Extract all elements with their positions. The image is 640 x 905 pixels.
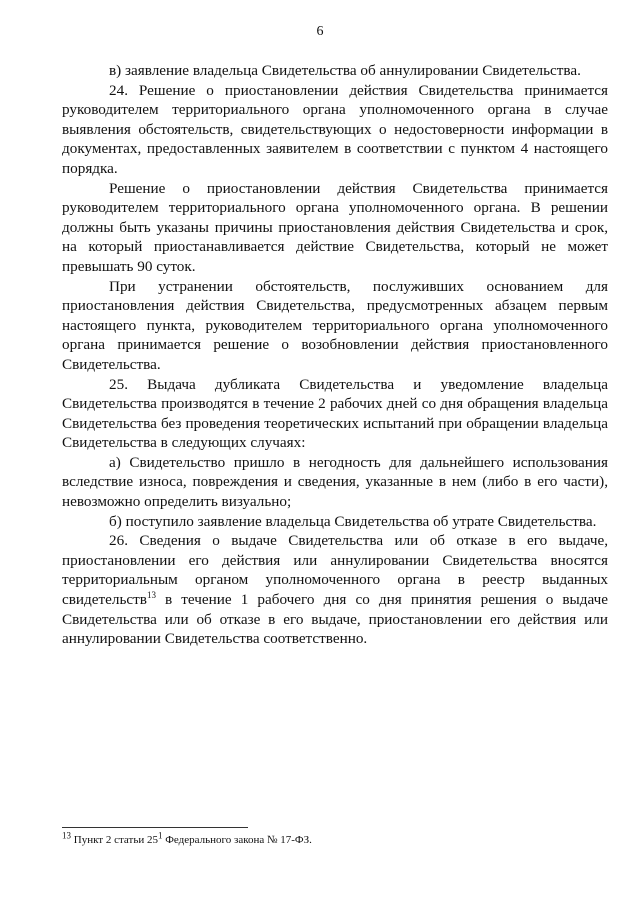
paragraph-25-b: б) поступило заявление владельца Свидетельства об утрате Свидетельства. (109, 512, 597, 530)
footnote-separator (62, 827, 248, 828)
paragraph-25-a: а) Свидетельство пришло в негодность для дальнейшего использования вследствие износа, повреждения и сведения, указанные в нем (либо в его части), невозможно определить визуально; (62, 453, 608, 511)
footnote-reference[interactable]: 13 (146, 589, 156, 600)
paragraph-26-text-end: в течение 1 рабочего дня со дня принятия решения о выдаче Свидетельства или об отказе в его выдаче, приостановлении его действия или аннулировании Свидетельства соответственно. (62, 591, 608, 648)
paragraph-26-text-start: 26. Сведения о выдаче Свидетельства или об отказе в его выдаче, приостановлении его действия или аннулировании Свидетельства вносятся территориальным органом уполномоченного органа в реестр выданных свидетельств (62, 532, 608, 609)
footnote-article-superscript: 1 (157, 830, 163, 841)
paragraph-v-annulment: в) заявление владельца Свидетельства об аннулировании Свидетельства. (109, 62, 581, 79)
paragraph-24-suspension-decision: Решение о приостановлении действия Свидетельства принимается руководителем территориального органа уполномоченного органа. В решении должны быть указаны причины приостановления действия Свидетельства и срок, на который приостанавливается действие Свидетельства, который не может превышать 90 суток. (62, 179, 608, 275)
footnote-text-end: Федерального закона № 17-ФЗ. (162, 834, 312, 846)
footnote (62, 830, 608, 847)
paragraph-26-registry (62, 531, 608, 649)
paragraph-25-duplicate: 25. Выдача дубликата Свидетельства и уведомление владельца Свидетельства производятся в течение 2 рабочих дней со дня обращения владельца Свидетельства без проведения теоретических испытаний при обращении владельца Свидетельства в следующих случаях: (62, 375, 608, 452)
page-number: 6 (316, 24, 324, 39)
document-body (62, 61, 608, 649)
footnote-marker: 13 (62, 830, 71, 841)
footnote-text-start: Пункт 2 статьи 25 (71, 834, 158, 846)
paragraph-24-suspension-grounds: 24. Решение о приостановлении действия Свидетельства принимается руководителем территориального органа уполномоченного органа в случае выявления обстоятельств, свидетельствующих о недостоверности информации в документах, предоставленных заявителем в соответствии с пунктом 4 настоящего порядка. (62, 81, 608, 177)
paragraph-24-resumption: При устранении обстоятельств, послуживших основанием для приостановления действия Свидетельства, предусмотренных абзацем первым настоящего пункта, руководителем территориального органа уполномоченного органа принимается решение о возобновлении действия приостановленного Свидетельства. (62, 277, 608, 373)
